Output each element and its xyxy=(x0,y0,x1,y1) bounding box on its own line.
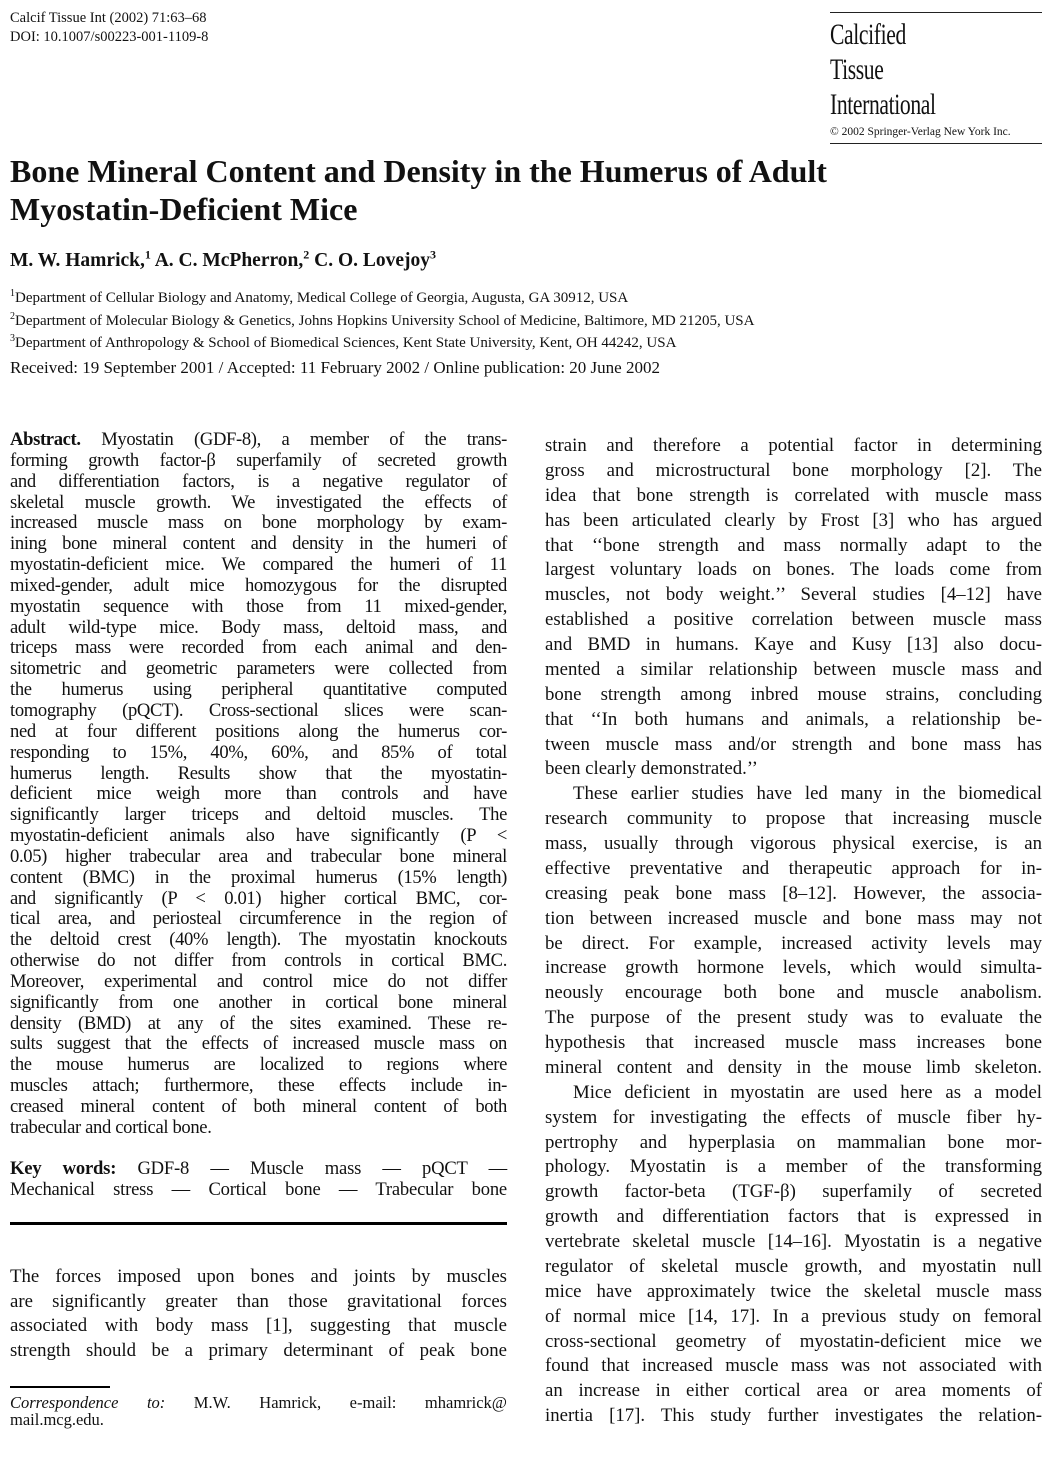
abstract-line: adult wild-type mice. Body mass, deltoid mass, and xyxy=(10,616,507,638)
body-line: system for investigating the effects of muscle fiber hy- xyxy=(545,1106,1042,1128)
body-text-right xyxy=(545,434,1042,1429)
body-line: are significantly greater than those gravitational forces xyxy=(10,1290,507,1312)
abstract-line: sitometric and geometric parameters were collected from xyxy=(10,658,507,680)
body-line: mineral content and density in the mouse limb skeleton. xyxy=(545,1056,1042,1078)
author: A. C. McPherron,$^2$ xyxy=(154,247,310,271)
body-line: growth factor-beta (TGF-β) superfamily of secreted xyxy=(545,1181,1042,1203)
abstract-line: the mouse humerus are localized to regions where xyxy=(10,1054,507,1076)
abstract-line: otherwise do not differ from controls in cortical BMC. xyxy=(10,950,507,972)
running-header xyxy=(10,9,208,47)
body-line: phology. Myostatin is a member of the transforming xyxy=(545,1156,1042,1178)
abstract-line: tical area, and periosteal circumference in the region of xyxy=(10,908,507,930)
body-line: neously encourage both bone and muscle anabolism. xyxy=(545,982,1042,1004)
journal-logo xyxy=(830,12,1042,144)
logo-line: Tissue xyxy=(830,53,884,86)
keywords-line: Mechanical stress — Cortical bone — Trabecular bone xyxy=(10,1178,507,1200)
body-line: creasing peak bone mass [8–12]. However, the associa- xyxy=(545,882,1042,904)
abstract-line: increased muscle mass on bone morphology by exam- xyxy=(10,512,507,534)
abstract xyxy=(10,430,507,1139)
body-line: has been articulated clearly by Frost [3] who has argued xyxy=(545,509,1042,531)
abstract-line: muscles attach; furthermore, these effects include in- xyxy=(10,1075,507,1097)
body-line: tween muscle mass and/or strength and bone mass has xyxy=(545,733,1042,755)
logo-line: International xyxy=(830,88,936,121)
body-line: increase growth hormone levels, which would simulta- xyxy=(545,957,1042,979)
body-line: hypothesis that increased muscle mass increases bone xyxy=(545,1032,1042,1053)
body-line: The purpose of the present study was to evaluate the xyxy=(545,1007,1042,1029)
logo-wordmark xyxy=(830,17,983,122)
section-divider xyxy=(10,1222,507,1225)
abstract-line: myostatin sequence with those from 11 mixed-gender, xyxy=(10,595,507,617)
body-line: established a positive correlation between muscle mass xyxy=(545,609,1042,631)
body-line: research community to propose that increasing muscle xyxy=(545,808,1042,830)
title-line: Myostatin-Deficient Mice xyxy=(10,191,358,227)
body-line: an increase in either cortical area or area moments of xyxy=(545,1380,1042,1402)
body-line: bone strength among inbred mouse strains, concluding xyxy=(545,683,1042,705)
abstract-line: creased mineral content of both mineral content of both xyxy=(10,1096,507,1117)
abstract-line: significantly from one another in cortical bone mineral xyxy=(10,991,507,1013)
abstract-line: trabecular and cortical bone. xyxy=(10,1116,212,1138)
body-line: and BMD in humans. Kaye and Kusy [13] also docu- xyxy=(545,634,1042,655)
abstract-line: Abstract. Myostatin (GDF-8), a member of the trans- xyxy=(10,429,507,450)
body-line: strength should be a primary determinant of peak bone xyxy=(10,1339,507,1361)
body-line: found that increased muscle mass was not associated with xyxy=(545,1355,1042,1377)
copyright: © 2002 Springer-Verlag New York Inc. xyxy=(830,126,1011,138)
body-line: cross-sectional geometry of myostatin-deficient mice we xyxy=(545,1330,1042,1352)
abstract-line: the humerus using peripheral quantitative computed xyxy=(10,679,507,701)
body-line: largest voluntary loads on bones. The loads come from xyxy=(545,559,1042,581)
body-line: gross and microstructural bone morphology [2]. The xyxy=(545,459,1042,481)
body-line: mice have approximately twice the skeletal muscle mass xyxy=(545,1280,1042,1302)
abstract-line: myostatin-deficient animals also have significantly (P < xyxy=(10,825,507,847)
body-text-left xyxy=(10,1265,507,1363)
logo-bottom-rule xyxy=(830,143,1042,144)
author: M. W. Hamrick,$^1$ xyxy=(10,247,151,271)
footnote-line: mail.mcg.edu. xyxy=(10,1410,104,1429)
title-line: Bone Mineral Content and Density in the Humerus of Adult xyxy=(10,153,827,189)
keywords-label: Key words: xyxy=(10,1158,117,1179)
body-line: associated with body mass [1], suggesting that muscle xyxy=(10,1315,507,1336)
abstract-line: tomography (pQCT). Cross-sectional slices were scan- xyxy=(10,699,507,721)
body-line: idea that bone strength is correlated with muscle mass xyxy=(545,484,1042,506)
correspondence-footnote xyxy=(10,1394,507,1428)
body-line: tion between increased muscle and bone mass may not xyxy=(545,907,1042,929)
abstract-line: myostatin-deficient mice. We compared the humeri of 11 xyxy=(10,554,507,576)
footnote-rule xyxy=(10,1386,110,1388)
body-line: growth and differentiation factors that is expressed in xyxy=(545,1206,1042,1228)
body-line: that ‘‘In both humans and animals, a relationship be- xyxy=(545,708,1042,730)
abstract-line: responding to 15%, 40%, 60%, and 85% of total xyxy=(10,741,507,763)
body-line: These earlier studies have led many in the biomedical xyxy=(573,783,1042,805)
abstract-line: mixed-gender, adult mice homozygous for the disrupted xyxy=(10,574,507,596)
abstract-line: content (BMC) in the proximal humerus (15% length) xyxy=(10,866,507,888)
keywords-line: Key words: GDF-8 — Muscle mass — pQCT — xyxy=(10,1158,507,1179)
body-line: muscles, not body weight.’’ Several studies [4–12] have xyxy=(545,584,1042,606)
abstract-line: 0.05) higher trabecular area and trabecular bone mineral xyxy=(10,845,507,867)
body-line: inertia [17]. This study further investigates the relation- xyxy=(545,1405,1042,1427)
abstract-line: Moreover, experimental and control mice do not differ xyxy=(10,970,507,992)
abstract-label: Abstract. xyxy=(10,429,81,450)
doi: DOI: 10.1007/s00223-001-1109-8 xyxy=(10,29,209,45)
body-line: be direct. For example, increased activity levels may xyxy=(545,932,1042,954)
author: C. O. Lovejoy$^3$ xyxy=(314,247,437,271)
logo-top-rule xyxy=(830,12,1042,13)
body-line: pertrophy and hyperplasia on mammalian bone mor- xyxy=(545,1131,1042,1153)
body-line: of normal mice [14, 17]. In a previous study on femoral xyxy=(545,1305,1042,1327)
abstract-line: humerus length. Results show that the myostatin- xyxy=(10,762,507,784)
abstract-line: deficient mice weigh more than controls and have xyxy=(10,783,507,805)
abstract-line: and differentiation factors, is a negative regulator of xyxy=(10,470,507,492)
footnote-line: Correspondence to: M.W. Hamrick, e-mail: mhamrick@ xyxy=(10,1393,507,1412)
affiliations xyxy=(10,285,754,353)
affiliation: $^3$Department of Anthropology & School of Biomedical Sciences, Kent State University, Kent, OH 44242, USA xyxy=(10,333,677,351)
body-line: vertebrate skeletal muscle [14–16]. Myostatin is a negative xyxy=(545,1231,1042,1252)
abstract-line: triceps mass were recorded from each animal and den- xyxy=(10,637,507,659)
abstract-line: ining bone mineral content and density in the humeri of xyxy=(10,533,507,555)
body-line: mass, usually through vigorous physical exercise, is an xyxy=(545,833,1042,854)
body-line: that ‘‘bone strength and mass normally adapt to the xyxy=(545,534,1042,556)
body-line: mented a similar relationship between muscle mass and xyxy=(545,658,1042,680)
body-line: The forces imposed upon bones and joints by muscles xyxy=(10,1266,507,1287)
body-line: strain and therefore a potential factor in determining xyxy=(545,435,1042,456)
body-line: regulator of skeletal muscle growth, and myostatin null xyxy=(545,1255,1042,1277)
abstract-line: sults suggest that the effects of increased muscle mass on xyxy=(10,1033,507,1055)
affiliation: $^2$Department of Molecular Biology & Genetics, Johns Hopkins University School of Medicine, Baltimore, MD 21205, USA xyxy=(10,310,755,329)
abstract-line: density (BMD) at any of the sites examined. These re- xyxy=(10,1012,507,1034)
abstract-line: and significantly (P < 0.01) higher cortical BMC, cor- xyxy=(10,887,507,909)
abstract-line: forming growth factor-β superfamily of secreted growth xyxy=(10,449,507,471)
abstract-line: skeletal muscle growth. We investigated the effects of xyxy=(10,491,507,513)
author-list xyxy=(10,247,436,272)
body-line: Mice deficient in myostatin are used here as a model xyxy=(573,1081,1042,1103)
affiliation: $^1$Department of Cellular Biology and Anatomy, Medical College of Georgia, Augusta, GA 30912, USA xyxy=(10,288,629,306)
logo-line: Calcified xyxy=(830,18,906,51)
keywords xyxy=(10,1159,507,1201)
abstract-line: the deltoid crest (40% length). The myostatin knockouts xyxy=(10,929,507,951)
received-dates: Received: 19 September 2001 / Accepted: 11 February 2002 / Online publication: 20 June 2002 xyxy=(10,358,660,377)
body-line: effective preventative and therapeutic approach for in- xyxy=(545,857,1042,879)
abstract-line: significantly larger triceps and deltoid muscles. The xyxy=(10,804,507,826)
body-line: been clearly demonstrated.’’ xyxy=(545,758,758,780)
journal-citation: Calcif Tissue Int (2002) 71:63–68 xyxy=(10,10,207,26)
paper-title xyxy=(10,152,1010,228)
abstract-line: ned at four different positions along the humerus cor- xyxy=(10,720,507,742)
